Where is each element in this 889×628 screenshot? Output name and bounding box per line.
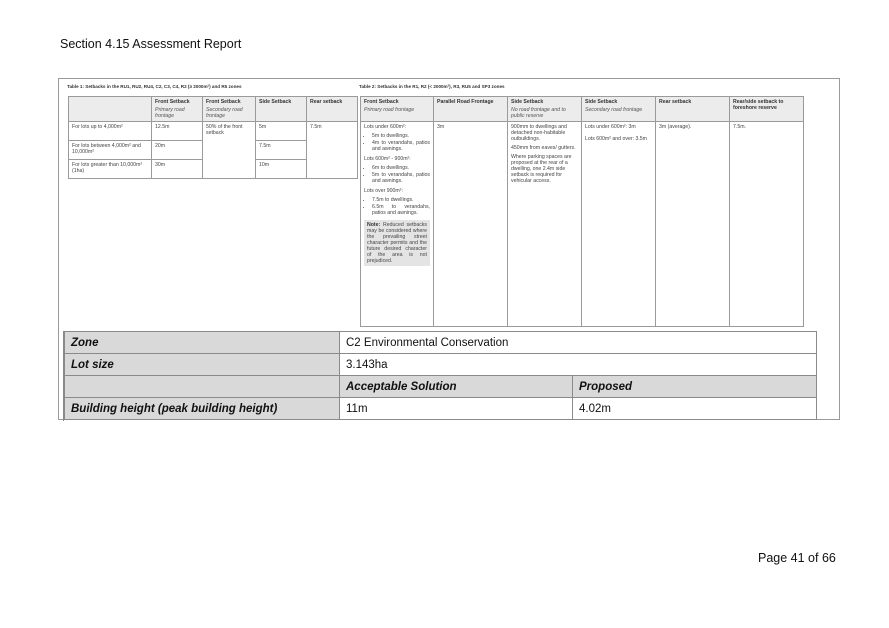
header-sub: Secondary road frontage xyxy=(585,107,643,113)
list-item: • 6.5m to verandahs, patios and awnings. xyxy=(372,204,430,216)
table1-caption: Table 1: Setbacks in the RU1, RU2, RU4, C2, C3, C4, R2 (≥ 2000m²) and R5 zones xyxy=(67,84,242,89)
side-rule: Where parking spaces are proposed at the rear of a dwelling, one 2.4m side setback is required for vehicular access. xyxy=(511,154,572,184)
header-sub: No road frontage and to public reserve xyxy=(511,107,566,119)
side-rule: 450mm from eaves/ gutters. xyxy=(511,145,576,151)
header-title: Side Setback xyxy=(511,99,544,105)
header-title: Side Setback xyxy=(585,99,618,105)
table2-header-front xyxy=(361,97,434,122)
side-cell: 5m xyxy=(256,122,307,141)
table2-header-side-no-frontage xyxy=(508,97,582,122)
foreshore-setback-cell: 7.5m. xyxy=(730,122,804,327)
table2-header-side-secondary xyxy=(582,97,656,122)
header-title: Side Setback xyxy=(259,99,292,105)
header-sub: Primary road frontage xyxy=(155,107,185,119)
setbacks-table-2 xyxy=(360,96,804,327)
assessment-table xyxy=(64,331,817,420)
table-row xyxy=(69,122,358,141)
group-heading: Lots 600m² - 900m²: xyxy=(364,156,411,162)
list-item: • 5m to verandahs, patios and awnings. xyxy=(372,172,430,184)
zone-value: C2 Environmental Conservation xyxy=(340,332,817,354)
table1-header-blank xyxy=(69,97,152,122)
note-text: Reduced setbacks may be considered where the prevailing street character permits and the future desired character of the area is not prejudiced. xyxy=(367,222,427,264)
table1-header-front-secondary xyxy=(203,97,256,122)
header-title: Rear setback xyxy=(310,99,343,105)
side-secondary-cell xyxy=(582,122,656,327)
building-height-acceptable: 11m xyxy=(340,398,573,420)
building-height-proposed: 4.02m xyxy=(573,398,817,420)
header-title: Rear setback xyxy=(659,99,692,105)
table-row xyxy=(65,354,817,376)
table-header-row xyxy=(361,97,804,122)
header-title: Front Setback xyxy=(364,99,399,105)
group-list xyxy=(364,197,430,216)
front-secondary-cell: 50% of the front setback xyxy=(203,122,256,179)
page-header: Section 4.15 Assessment Report xyxy=(60,37,242,51)
list-item: • 7.5m to dwellings. xyxy=(372,197,430,203)
row-label: For lots greater than 10,000m² (1ha) xyxy=(69,160,152,179)
header-title: Front Setback xyxy=(206,99,241,105)
table1-header-front-primary xyxy=(152,97,203,122)
header-title: Parallel Road Frontage xyxy=(437,99,494,105)
header-sub: Secondary road frontage xyxy=(206,107,243,119)
side-rule: Lots 600m² and over: 3.5m xyxy=(585,136,647,142)
note-box xyxy=(364,220,430,266)
note-label: Note: xyxy=(367,222,381,228)
table2-header-parallel xyxy=(434,97,508,122)
page-number: Page 41 of 66 xyxy=(758,551,836,565)
table-row xyxy=(361,122,804,327)
table2-caption: Table 2: Setbacks in the R1, R2 (< 2000m²), R3, RU5 and SP3 zones xyxy=(359,84,505,89)
list-item: • 6m to dwellings. xyxy=(372,165,430,171)
table-row xyxy=(65,398,817,420)
setbacks-table-1 xyxy=(68,96,358,179)
group-heading: Lots under 600m²: xyxy=(364,124,407,130)
group-heading: Lots over 900m²: xyxy=(364,188,403,194)
table2-header-rear xyxy=(656,97,730,122)
table-row xyxy=(65,332,817,354)
table-header-row xyxy=(69,97,358,122)
list-item: • 5m to dwellings. xyxy=(372,133,430,139)
side-rule: Lots under 600m²: 3m xyxy=(585,124,636,130)
row-label: For lots between 4,000m² and 10,000m² xyxy=(69,141,152,160)
side-cell: 10m xyxy=(256,160,307,179)
acceptable-solution-header: Acceptable Solution xyxy=(340,376,573,398)
table1-header-side xyxy=(256,97,307,122)
table1-header-rear xyxy=(307,97,358,122)
embedded-setback-tables-image xyxy=(59,79,839,327)
table2-header-foreshore xyxy=(730,97,804,122)
front-setback-cell xyxy=(361,122,434,327)
proposed-header: Proposed xyxy=(573,376,817,398)
rear-cell: 7.5m xyxy=(307,122,358,179)
lot-size-label: Lot size xyxy=(65,354,340,376)
zone-label: Zone xyxy=(65,332,340,354)
rear-setback-cell: 3m (average). xyxy=(656,122,730,327)
header-title: Rear/side setback to foreshore reserve xyxy=(733,99,784,111)
parallel-frontage-cell: 3m xyxy=(434,122,508,327)
blank-header-cell xyxy=(65,376,340,398)
lot-size-value: 3.143ha xyxy=(340,354,817,376)
side-cell: 7.5m xyxy=(256,141,307,160)
side-no-frontage-cell xyxy=(508,122,582,327)
group-list xyxy=(364,165,430,184)
front-primary-cell: 12.5m xyxy=(152,122,203,141)
side-rule: 900mm to dwellings and detached non-habitable outbuildings. xyxy=(511,124,567,142)
group-list xyxy=(364,133,430,152)
header-sub: Primary road frontage xyxy=(364,107,415,113)
table-header-row xyxy=(65,376,817,398)
front-primary-cell: 30m xyxy=(152,160,203,179)
building-height-label: Building height (peak building height) xyxy=(65,398,340,420)
front-primary-cell: 20m xyxy=(152,141,203,160)
header-title: Front Setback xyxy=(155,99,190,105)
list-item: • 4m to verandahs, patios and awnings. xyxy=(372,140,430,152)
row-label: For lots up to 4,000m² xyxy=(69,122,152,141)
